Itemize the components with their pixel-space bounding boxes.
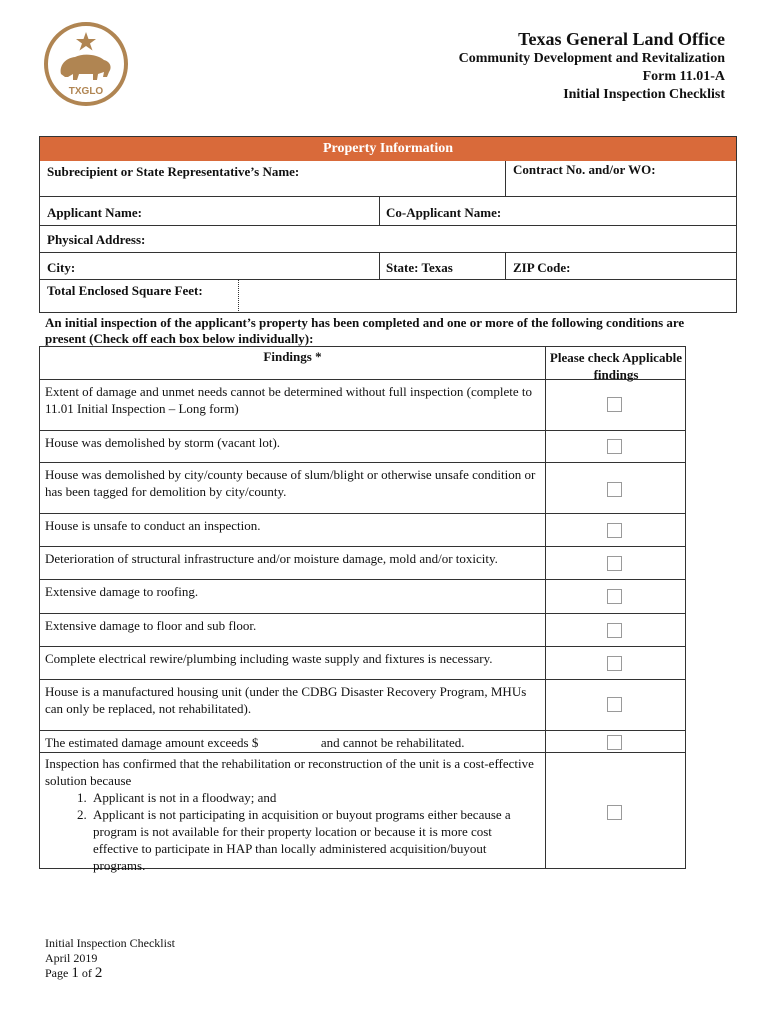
footer-date: April 2019	[45, 951, 98, 965]
state-label: State: Texas	[386, 260, 453, 275]
finding-checkbox[interactable]	[607, 523, 622, 538]
finding-checkbox[interactable]	[607, 656, 622, 671]
finding-checkbox[interactable]	[607, 623, 622, 638]
finding-text: Deterioration of structural infrastructure and/or moisture damage, mold and/or toxicity.	[45, 551, 498, 566]
physical-address-label: Physical Address:	[47, 232, 146, 247]
cost-effective-conditions	[45, 789, 540, 874]
page-footer	[45, 936, 175, 981]
svg-text:TXGLO: TXGLO	[68, 86, 104, 97]
finding-text: House was demolished by city/county because of slum/blight or otherwise unsafe condition or has been tagged for demolition by city/county.	[45, 467, 536, 499]
coapplicant-name-label: Co-Applicant Name:	[386, 205, 502, 220]
finding-checkbox[interactable]	[607, 589, 622, 604]
findings-column-header: Findings *	[263, 349, 322, 364]
zip-code-label: ZIP Code:	[513, 260, 571, 275]
finding-row	[40, 462, 685, 514]
property-information-heading: Property Information	[40, 137, 736, 161]
document-header	[459, 28, 725, 104]
page-number: Page 1 of 2	[45, 965, 103, 981]
finding-row	[40, 646, 685, 680]
txglo-logo	[41, 22, 131, 106]
damage-amount-text-after: and cannot be rehabilitated.	[320, 735, 465, 750]
findings-table	[39, 346, 686, 873]
finding-text: House is unsafe to conduct an inspection.	[45, 518, 261, 533]
finding-text: Extensive damage to floor and sub floor.	[45, 618, 257, 633]
finding-row-damage-amount	[40, 730, 685, 753]
finding-text: House was demolished by storm (vacant lot).	[45, 435, 281, 450]
finding-text: Complete electrical rewire/plumbing including waste supply and fixtures is necessary.	[45, 651, 493, 666]
damage-amount-text-before: The estimated damage amount exceeds $	[45, 735, 259, 750]
finding-row	[40, 679, 685, 731]
finding-row	[40, 546, 685, 580]
subrecipient-label: Subrecipient or State Representative’s Name:	[47, 164, 300, 179]
form-number: Form 11.01-A	[642, 69, 725, 84]
finding-checkbox[interactable]	[607, 735, 622, 750]
finding-text: Extent of damage and unmet needs cannot be determined without full inspection (complete to 11.01 Initial Inspection – Long form)	[45, 384, 532, 416]
finding-checkbox[interactable]	[607, 697, 622, 712]
condition-item: 2. Applicant is not participating in acquisition or buyout programs either because a program is not available for their property location or because it is more cost effective to participate in HAP than locally administered acquisition/buyout programs.	[90, 806, 540, 874]
finding-row	[40, 513, 685, 547]
property-information-table	[39, 136, 737, 313]
finding-text: Extensive damage to roofing.	[45, 584, 199, 599]
finding-row	[40, 379, 685, 431]
finding-text: House is a manufactured housing unit (under the CDBG Disaster Recovery Program, MHUs can only be replaced, not rehabilitated).	[45, 684, 527, 716]
finding-checkbox[interactable]	[607, 556, 622, 571]
footer-title: Initial Inspection Checklist	[45, 936, 175, 950]
applicant-name-label: Applicant Name:	[47, 205, 142, 220]
finding-row-cost-effective	[40, 752, 685, 873]
cost-effective-text: Inspection has confirmed that the rehabilitation or reconstruction of the unit is a cost-effective solution because	[45, 756, 534, 788]
finding-row	[40, 579, 685, 614]
inspection-intro: An initial inspection of the applicant’s property has been completed and one or more of the following conditions are present (Check off each box below individually):	[45, 315, 685, 346]
finding-checkbox[interactable]	[607, 805, 622, 820]
condition-item: 1. Applicant is not in a floodway; and	[90, 789, 540, 806]
applicable-column-header: Please check Applicable findings	[549, 350, 683, 382]
finding-checkbox[interactable]	[607, 482, 622, 497]
finding-row	[40, 613, 685, 647]
finding-checkbox[interactable]	[607, 397, 622, 412]
division-name: Community Development and Revitalization	[458, 51, 725, 66]
contract-label: Contract No. and/or WO:	[513, 162, 656, 177]
agency-name: Texas General Land Office	[518, 29, 725, 49]
form-title: Initial Inspection Checklist	[563, 87, 725, 102]
finding-checkbox[interactable]	[607, 439, 622, 454]
city-label: City:	[47, 260, 76, 275]
square-feet-label: Total Enclosed Square Feet:	[47, 283, 203, 298]
finding-row	[40, 430, 685, 463]
